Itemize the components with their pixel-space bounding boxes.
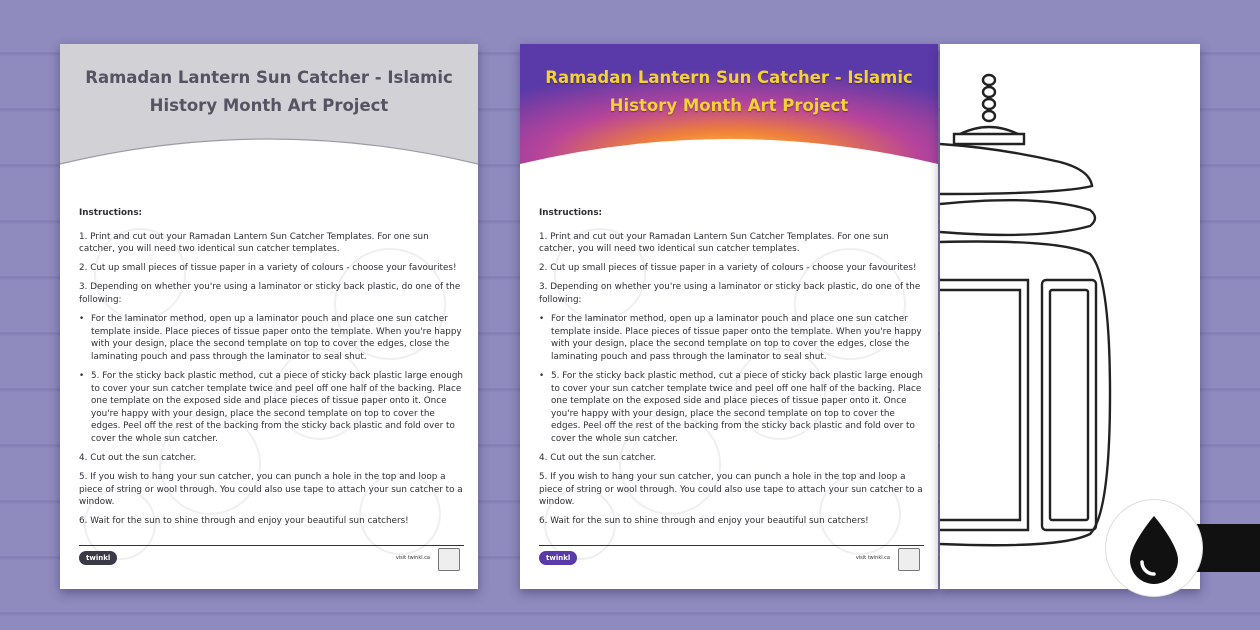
page-title [60,64,478,120]
ink-droplet-badge [1106,500,1202,596]
bullet-sticky-plastic: • 5. For the sticky back plastic method, cut a piece of sticky back plastic large enough to cover your sun catcher template twice and peel off one half of the backing. Place one template on the exposed side and place pieces of tissue paper onto it. Once you're happy with your design, place the second template on top to cover the edges. Peel off the rest of the backing from the sticky back plastic and fold over to cover the whole sun catcher. [79,370,464,446]
bullet-laminator: • For the laminator method, open up a laminator pouch and place one sun catcher template inside. Place pieces of tissue paper onto the template. When you're happy with your design, place the second template on top to cover the edges, close the laminating pouch and pass through the laminator to seal shut. [539,313,924,363]
worksheet-colour [520,44,938,589]
quality-badge-icon [898,548,920,571]
step-1: 1. Print and cut out your Ramadan Lantern Sun Catcher Templates. For one sun catcher, you will need two identical sun catcher templates. [539,231,889,255]
instructions-body [539,207,924,534]
footer [539,545,924,572]
twinkl-logo: twinkl [79,551,117,565]
footer-visit-link: visit twinkl.ca [855,555,890,561]
step-6: 6. Wait for the sun to shine through and enjoy your beautiful sun catchers! [79,516,409,527]
step-4: 4. Cut out the sun catcher. [79,453,197,463]
step-6: 6. Wait for the sun to shine through and enjoy your beautiful sun catchers! [539,516,869,527]
step-2: 2. Cut up small pieces of tissue paper in a variety of colours - choose your favourites! [539,263,917,274]
step-4: 4. Cut out the sun catcher. [539,453,657,463]
step-2: 2. Cut up small pieces of tissue paper in a variety of colours - choose your favourites! [79,263,457,274]
title-line-2: History Month Art Project [609,96,849,115]
step-1: 1. Print and cut out your Ramadan Lantern Sun Catcher Templates. For one sun catcher, you will need two identical sun catcher templates. [79,231,429,255]
twinkl-logo: twinkl [539,551,577,565]
title-line-1: Ramadan Lantern Sun Catcher - Islamic [545,68,913,87]
step-5: 5. If you wish to hang your sun catcher, you can punch a hole in the top and loop a piece of string or wool through. You could also use tape to attach your sun catcher to a window. [539,472,923,508]
quality-badge-icon [438,548,460,571]
title-line-2: History Month Art Project [149,96,389,115]
footer-visit-link: visit twinkl.ca [395,555,430,561]
page-title [520,64,938,120]
instructions-body [79,207,464,534]
title-line-1: Ramadan Lantern Sun Catcher - Islamic [85,68,453,87]
bullet-laminator: • For the laminator method, open up a laminator pouch and place one sun catcher template inside. Place pieces of tissue paper onto the template. When you're happy with your design, place the second template on top to cover the edges, close the laminating pouch and pass through the laminator to seal shut. [79,313,464,363]
step-3: 3. Depending on whether you're using a laminator or sticky back plastic, do one of the following: [79,282,461,305]
instructions-heading: Instructions: [79,208,143,218]
footer [79,545,464,572]
instructions-heading: Instructions: [539,208,603,218]
step-3: 3. Depending on whether you're using a laminator or sticky back plastic, do one of the following: [539,282,921,305]
bullet-sticky-plastic: • 5. For the sticky back plastic method, cut a piece of sticky back plastic large enough to cover your sun catcher template twice and peel off one half of the backing. Place one template on the exposed side and place pieces of tissue paper onto it. Once you're happy with your design, place the second template on top to cover the edges. Peel off the rest of the backing from the sticky back plastic and fold over to cover the whole sun catcher. [539,370,924,446]
ink-droplet-icon [1106,500,1202,596]
worksheet-greyscale [60,44,478,589]
step-5: 5. If you wish to hang your sun catcher, you can punch a hole in the top and loop a piece of string or wool through. You could also use tape to attach your sun catcher to a window. [79,472,463,508]
